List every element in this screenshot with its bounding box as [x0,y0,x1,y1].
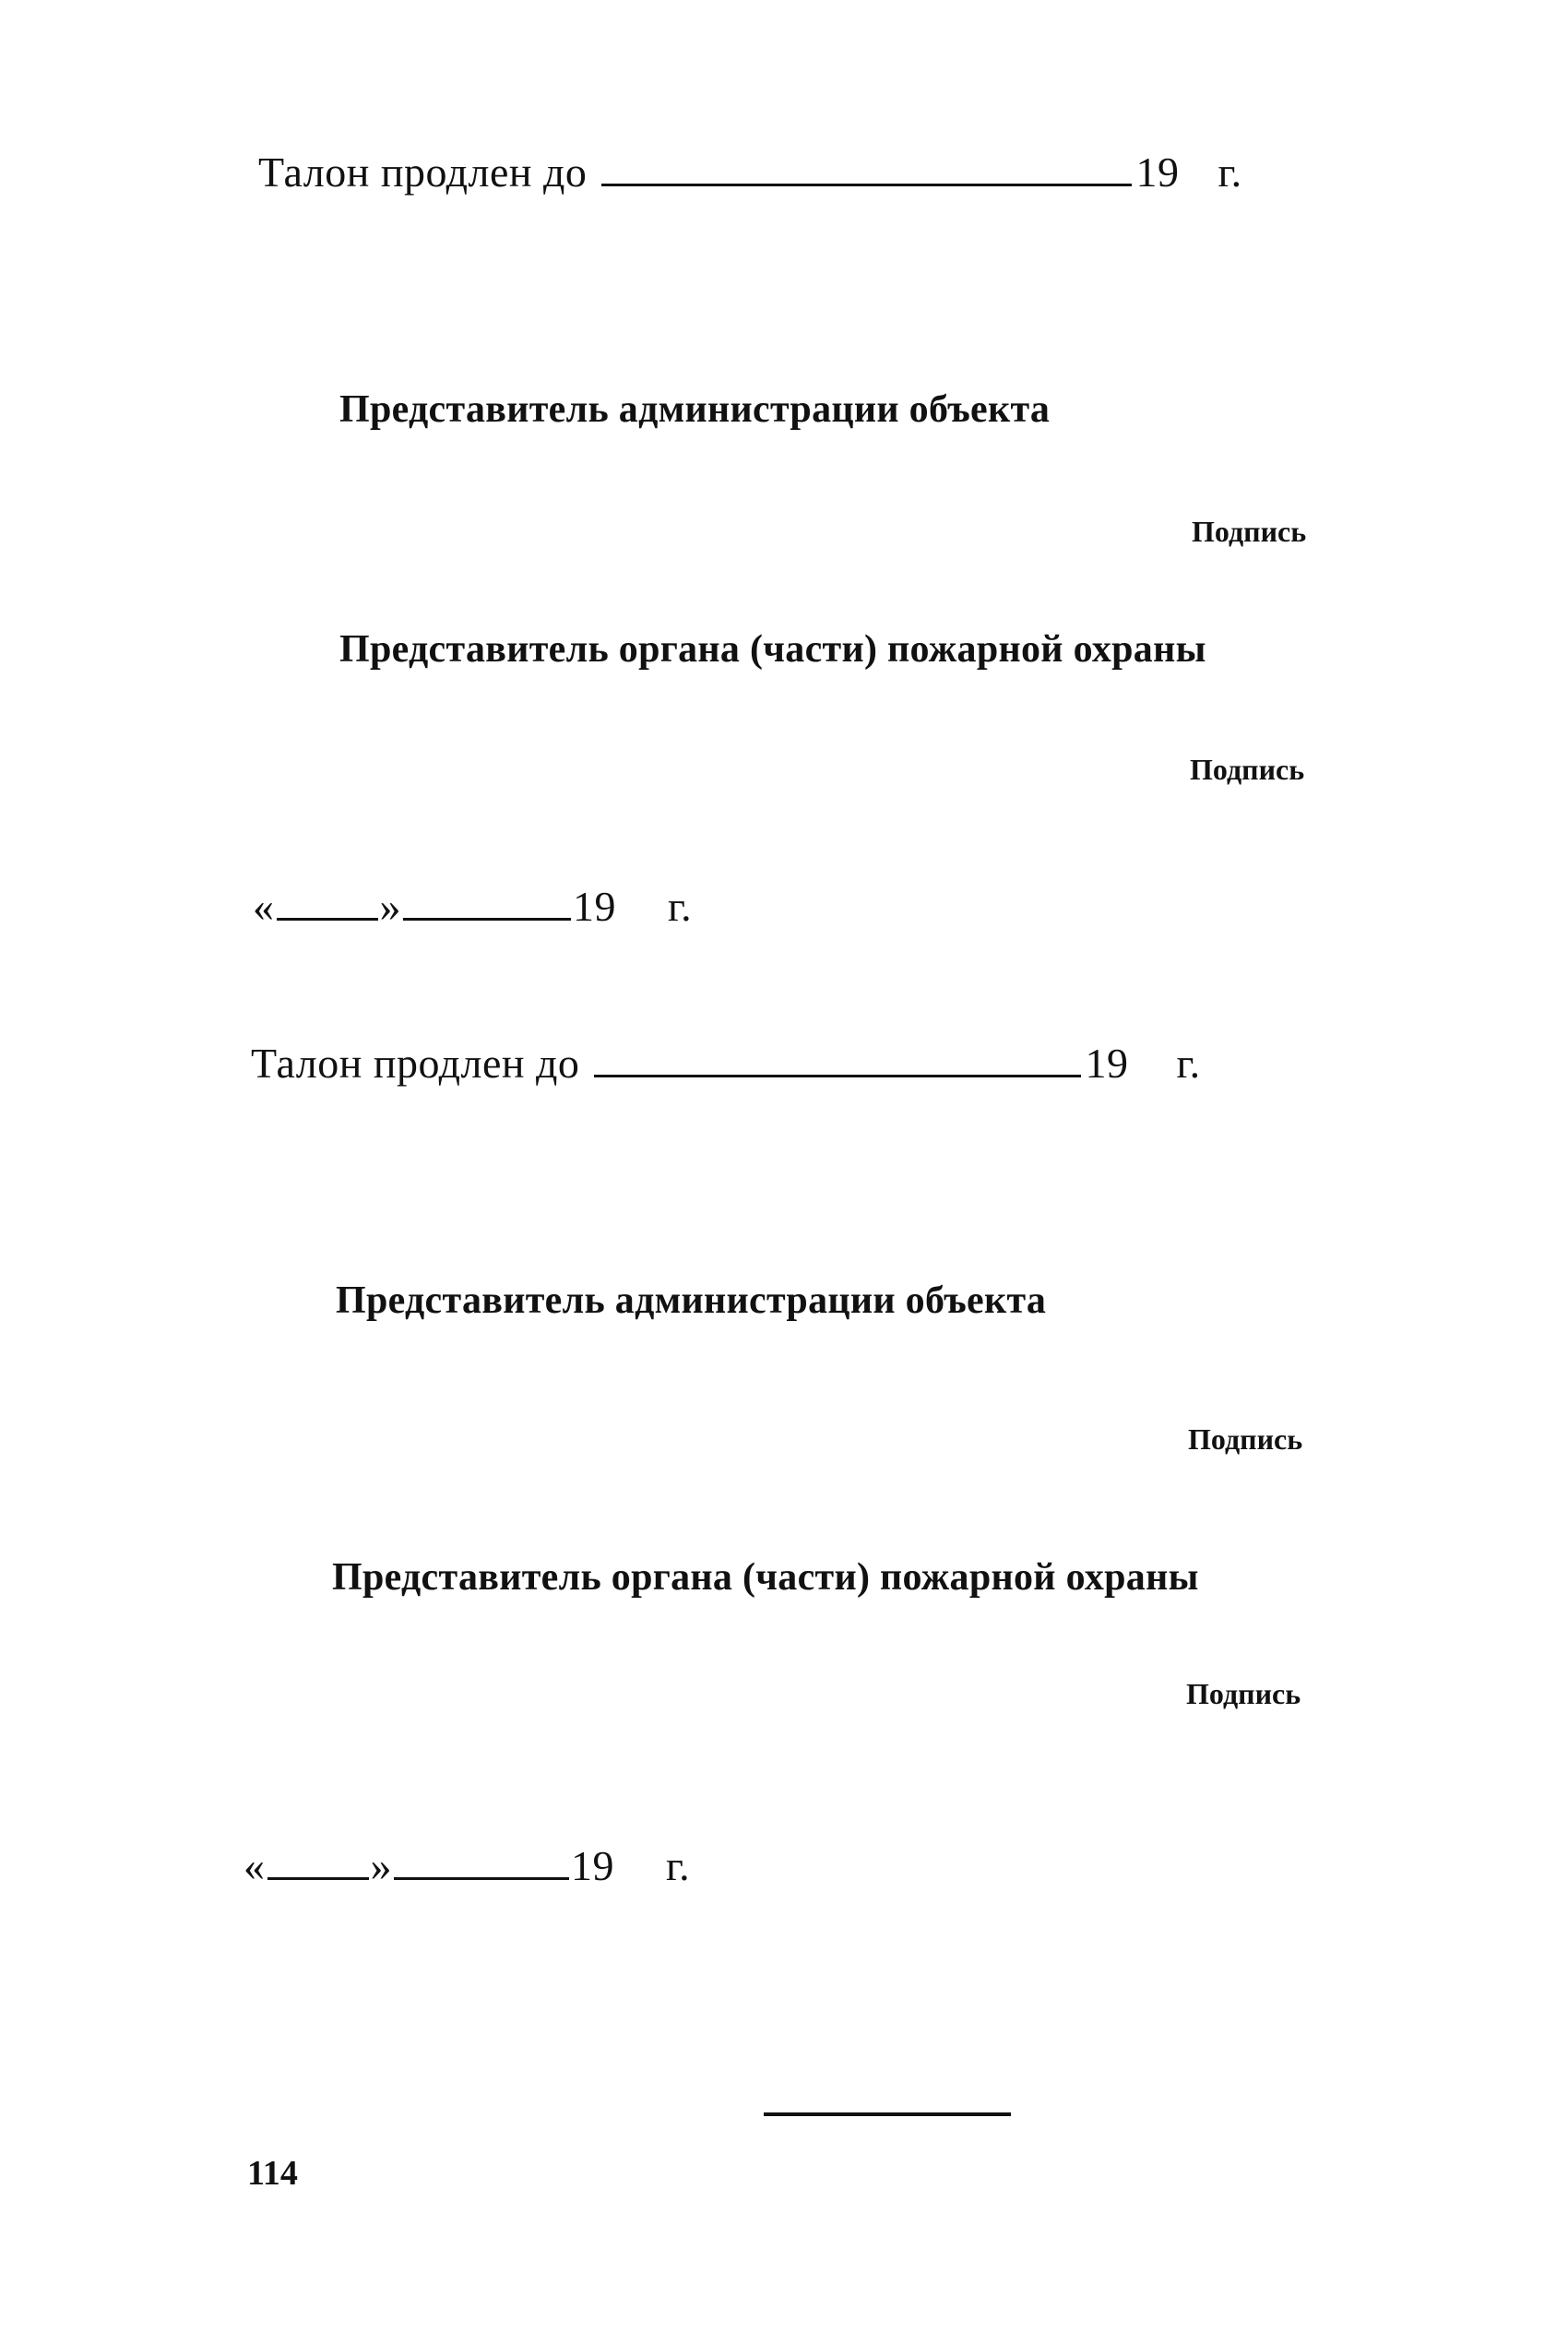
date-year-label: 19 [573,883,616,930]
year-suffix: г. [1218,149,1242,196]
date-year-suffix: г. [668,883,693,930]
fire-signature-label-1: Подпись [1190,753,1305,786]
open-quote: « [253,883,275,930]
fire-representative-heading-2: Представитель органа (части) пожарной охраны [332,1556,1199,1599]
year-suffix: г. [1176,1040,1201,1087]
page-number: 114 [247,2154,298,2193]
admin-representative-heading-2: Представитель администрации объекта [336,1279,1047,1322]
extension-date-blank[interactable] [594,1074,1081,1077]
extended-until-label: Талон продлен до [251,1040,580,1087]
year-label: 19 [1135,149,1180,196]
fire-signature-label-2: Подпись [1186,1677,1301,1710]
fire-representative-heading-1: Представитель органа (части) пожарной охраны [339,628,1206,671]
open-quote: « [244,1842,266,1889]
admin-signature-label-1: Подпись [1192,515,1307,548]
end-separator-rule [764,2112,1011,2116]
month-blank[interactable] [394,1876,569,1880]
day-blank[interactable] [277,917,378,921]
close-quote: » [379,883,401,930]
admin-signature-label-2: Подпись [1188,1422,1303,1456]
close-quote: » [370,1842,392,1889]
extension-line-2 [251,1039,1201,1088]
date-line-1 [253,882,692,931]
extension-date-blank[interactable] [601,183,1132,186]
day-blank[interactable] [267,1876,369,1880]
year-label: 19 [1085,1040,1129,1087]
date-year-label: 19 [571,1842,614,1889]
admin-representative-heading-1: Представитель администрации объекта [339,388,1051,431]
date-year-suffix: г. [666,1842,691,1889]
extension-line-1 [258,148,1242,196]
date-line-2 [244,1841,690,1890]
extended-until-label: Талон продлен до [258,149,588,196]
month-blank[interactable] [403,917,571,921]
